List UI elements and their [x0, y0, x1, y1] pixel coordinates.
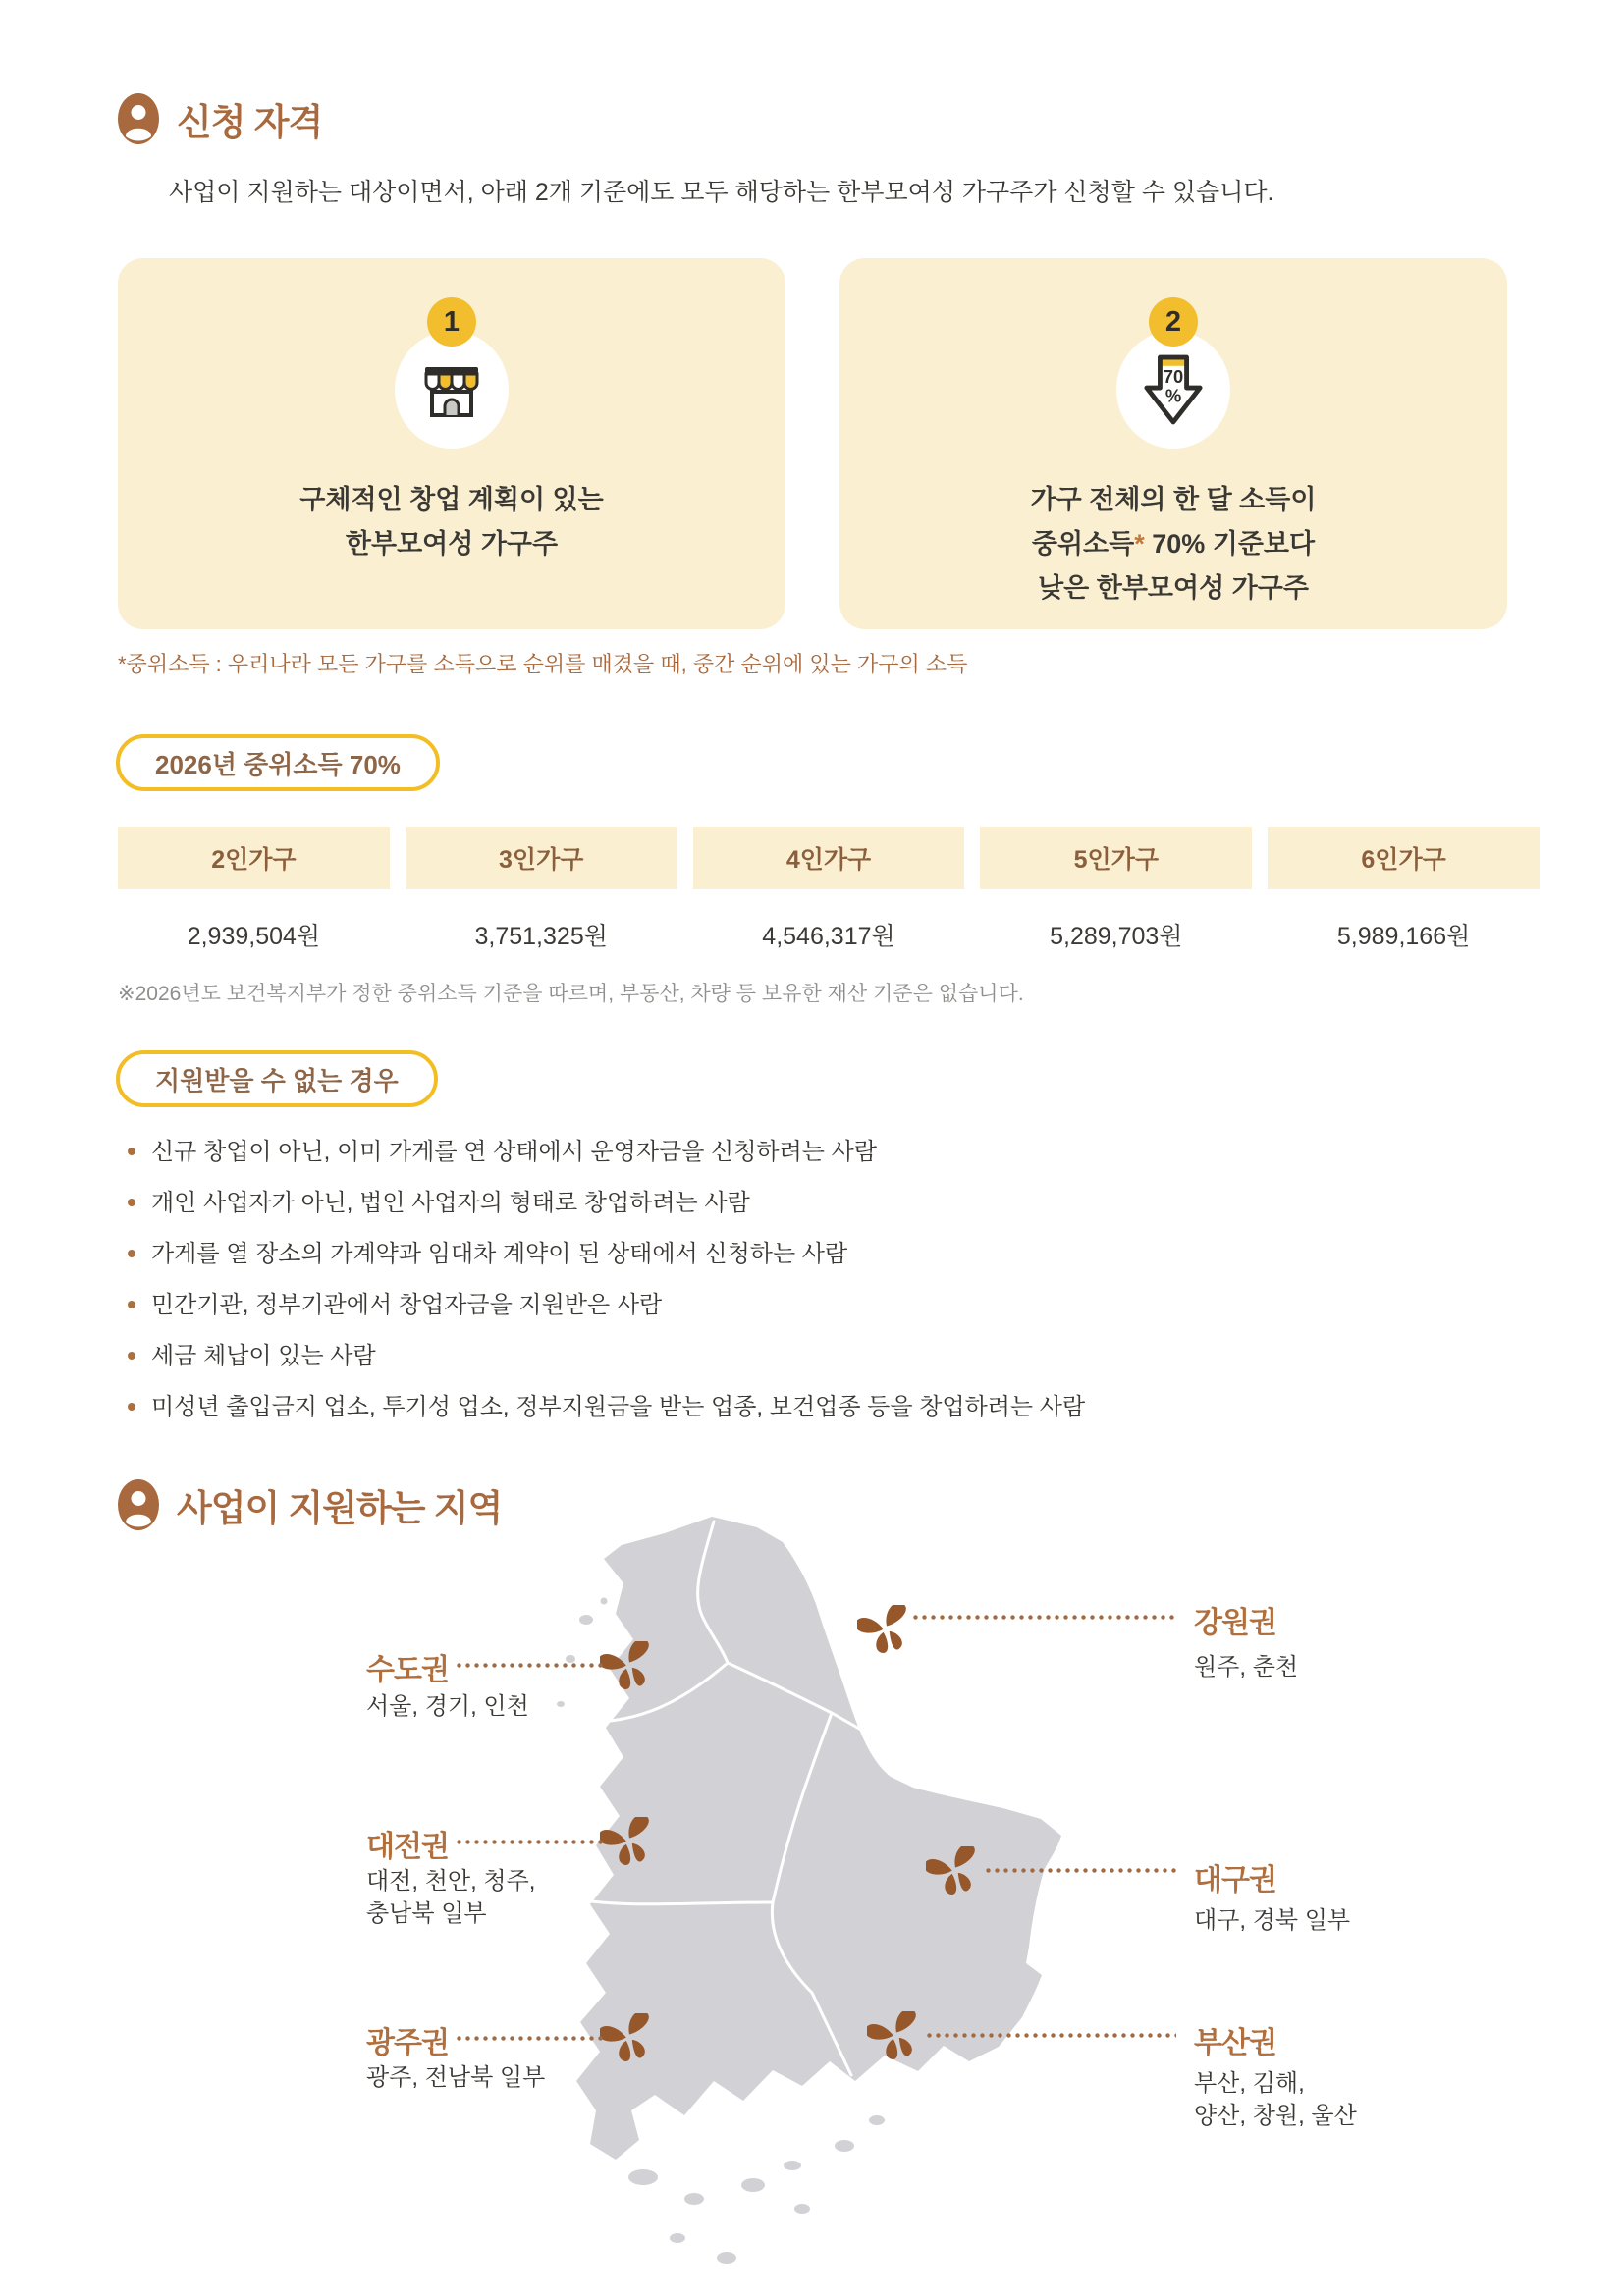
bullet-dot: [128, 1199, 135, 1206]
butterfly-icon: [600, 2013, 657, 2062]
leader-line-daejeon: [457, 1840, 604, 1844]
butterfly-icon: [600, 1641, 657, 1690]
icon-circle: [395, 331, 509, 449]
asterisk-mark: *: [1134, 529, 1145, 559]
card2-line1: 가구 전체의 한 달 소득이: [1030, 485, 1317, 514]
list-item: 민간기관, 정부기관에서 창업자금을 지원받은 사람: [128, 1290, 1085, 1320]
criteria-card-2-text: [1031, 478, 1317, 611]
person-icon: [116, 92, 161, 145]
exclusions-badge: 지원받을 수 없는 경우: [116, 1050, 438, 1107]
leader-line-gwangju: [457, 2036, 604, 2041]
income-value: 2,939,504원: [187, 923, 321, 950]
butterfly-icon: [857, 1605, 914, 1654]
region-cities-daegu: 대구, 경북 일부: [1194, 1907, 1351, 1934]
region-cities-sudo: 서울, 경기, 인천: [366, 1693, 529, 1720]
bullet-dot: [128, 1250, 135, 1257]
criteria-card-2: [839, 258, 1507, 629]
number-badge-2: 2: [1149, 297, 1198, 347]
card2-line3: 낮은 한부모여성 가구주: [1038, 573, 1309, 603]
section-title: 신청 자격: [177, 102, 323, 142]
region-label-busan: 부산권: [1194, 2027, 1276, 2059]
income-col-header: 5인가구: [980, 827, 1252, 889]
region-cities-gangwon: 원주, 춘천: [1194, 1654, 1299, 1681]
criteria-card-1-text: [299, 478, 603, 566]
region-label-gwangju: 광주권: [366, 2027, 449, 2059]
bullet-dot: [128, 1352, 135, 1360]
criteria-card-1: [118, 258, 785, 629]
section-regions-heading: [116, 1478, 502, 1531]
bullet-dot: [128, 1148, 135, 1155]
butterfly-icon: [867, 2011, 924, 2060]
arrow-down-70-icon: [1143, 351, 1204, 428]
section-eligibility-heading: [116, 92, 322, 145]
region-label-daejeon: 대전권: [366, 1831, 449, 1863]
list-item: 가게를 열 장소의 가계약과 임대차 계약이 된 상태에서 신청하는 사람: [128, 1239, 1085, 1269]
exclusions-list: [128, 1137, 1085, 1443]
region-label-daegu: 대구권: [1194, 1864, 1276, 1896]
region-cities-daejeon: 대전, 천안, 청주, 충남북 일부: [366, 1868, 536, 1927]
intro-text: 사업이 지원하는 대상이면서, 아래 2개 기준에도 모두 해당하는 한부모여성 가구주가 신청할 수 있습니다.: [169, 179, 1274, 206]
list-item: 미성년 출입금지 업소, 투기성 업소, 정부지원금을 받는 업종, 보건업종 등을 창업하려는 사람: [128, 1392, 1085, 1422]
list-item: 세금 체납이 있는 사람: [128, 1341, 1085, 1371]
region-label-gangwon: 강원권: [1194, 1607, 1276, 1639]
butterfly-icon: [600, 1817, 657, 1866]
bullet-dot: [128, 1301, 135, 1308]
income-col-header: 6인가구: [1268, 827, 1540, 889]
list-item: 개인 사업자가 아닌, 법인 사업자의 형태로 창업하려는 사람: [128, 1188, 1085, 1218]
store-icon: [418, 359, 485, 420]
income-col-header: 3인가구: [406, 827, 677, 889]
bullet-dot: [128, 1403, 135, 1411]
number-badge-1: 1: [427, 297, 476, 347]
svg-text:%: %: [1164, 385, 1182, 406]
income-table-note: ※2026년도 보건복지부가 정한 중위소득 기준을 따르며, 부동산, 차량 등 보유한 재산 기준은 없습니다.: [118, 983, 1024, 1005]
list-item: 신규 창업이 아닌, 이미 가게를 연 상태에서 운영자금을 신청하려는 사람: [128, 1137, 1085, 1167]
card1-line2: 한부모여성 가구주: [345, 529, 559, 559]
card1-line1: 구체적인 창업 계획이 있는: [299, 485, 604, 514]
region-cities-gwangju: 광주, 전남북 일부: [366, 2064, 546, 2091]
income-value: 3,751,325원: [474, 923, 608, 950]
south-korea-map: [545, 1510, 1080, 2295]
income-value: 5,289,703원: [1050, 923, 1183, 950]
leader-line-sudo: [457, 1663, 604, 1668]
income-value: 5,989,166원: [1336, 923, 1471, 950]
leader-line-daegu: [986, 1868, 1176, 1873]
income-value: 4,546,317원: [762, 923, 895, 950]
butterfly-icon: [926, 1846, 983, 1896]
median-income-footnote: *중위소득 : 우리나라 모든 가구를 소득으로 순위를 매겼을 때, 중간 순위에 있는 가구의 소득: [118, 652, 968, 676]
svg-text:70: 70: [1163, 366, 1184, 388]
income-table: [118, 827, 1540, 952]
person-icon: [116, 1478, 161, 1531]
icon-circle: [1116, 331, 1230, 449]
card2-line2: 중위소득* 70% 기준보다: [1031, 529, 1316, 559]
region-cities-busan: 부산, 김해, 양산, 창원, 울산: [1194, 2070, 1357, 2129]
leader-line-gangwon: [913, 1615, 1176, 1620]
income-col-header: 4인가구: [693, 827, 965, 889]
leader-line-busan: [927, 2033, 1176, 2038]
section-title: 사업이 지원하는 지역: [177, 1488, 503, 1528]
median-income-badge: 2026년 중위소득 70%: [116, 734, 440, 791]
income-col-header: 2인가구: [118, 827, 390, 889]
region-label-sudo: 수도권: [366, 1654, 449, 1686]
